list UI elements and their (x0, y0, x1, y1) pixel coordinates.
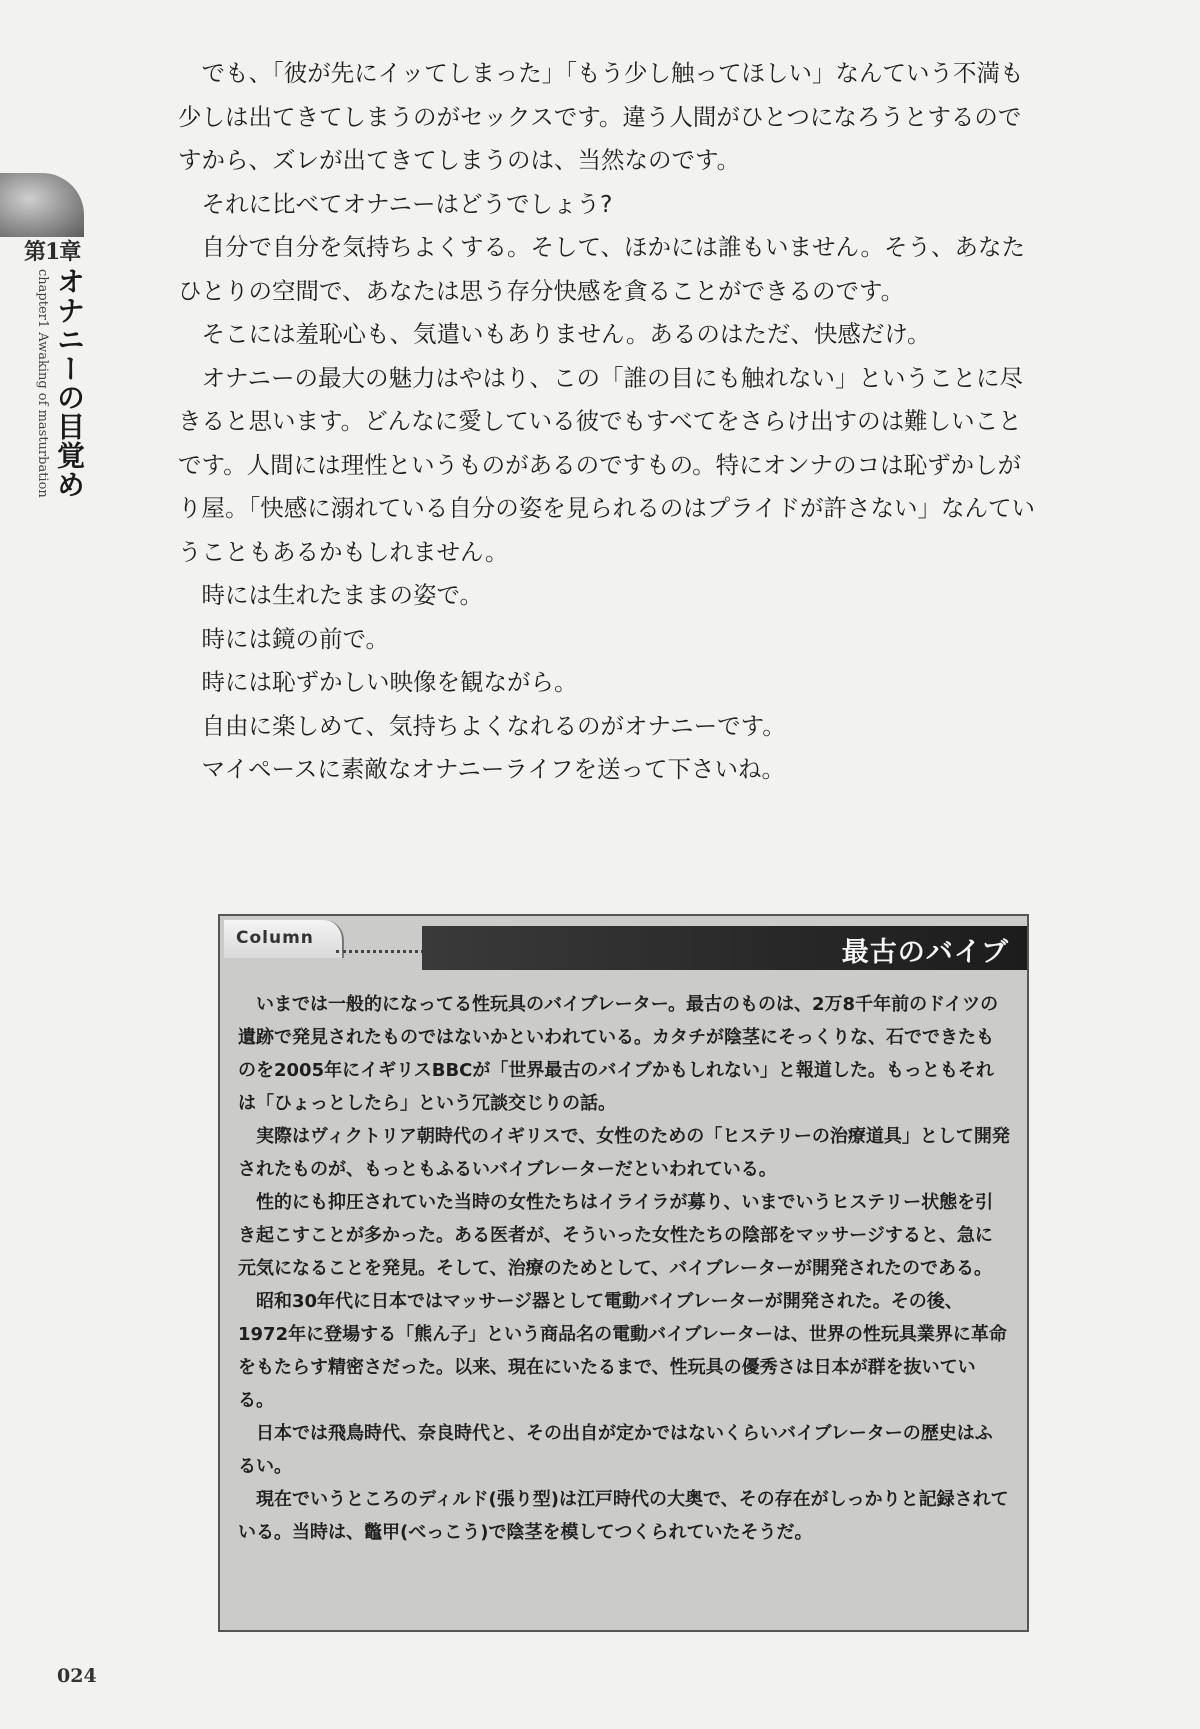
chapter-side-tab (0, 173, 92, 533)
column-label-tab (224, 920, 344, 958)
body-paragraph: 時には生れたままの姿で。 (201, 581, 484, 609)
body-paragraph: 自由に楽しめて、気持ちよくなれるのがオナニーです。 (201, 711, 786, 740)
column-paragraph: いまでは一般的になってる性玩具のバイブレーター。最古のものは、2万8千年前のドイツの遺跡で発見されたものではないかといわれている。カタチが陰茎にそっくりな、石でできたものを2005年にイギリスBBCが「世界最古のバイブかもしれない」と報道した。もっともそれは「ひょっとしたら」という冗談交じりの話。 (238, 994, 999, 1114)
column-box (218, 914, 1029, 1632)
body-paragraph: それに比べてオナニーはどうでしょう? (201, 189, 613, 218)
column-dotted-rule (336, 946, 436, 953)
body-paragraph: でも、「彼が先にイッてしまった」「もう少し触ってほしい」なんていう不満も少しは出てきてしまうのがセックスです。違う人間がひとつになろうとするのですから、ズレが出てきてしまうのは、当然なのです。 (178, 59, 1024, 174)
column-paragraph: 日本では飛鳥時代、奈良時代と、その出自が定かではないくらいバイブレーターの歴史はふるい。 (238, 1423, 993, 1477)
column-paragraph: 昭和30年代に日本ではマッサージ器として電動バイブレーターが開発された。その後、1972年に登場する「熊ん子」という商品名の電動バイブレーターは、世界の性玩具業界に革命をもたらす精密さだった。以来、現在にいたるまで、性玩具の優秀さは日本が群を抜いている。 (238, 1291, 1007, 1411)
column-body-text (238, 988, 1010, 1549)
column-label: Column (236, 928, 314, 948)
chapter-english-title: chapter1 Awaking of masturbation (35, 269, 50, 498)
page-number: 024 (57, 1665, 97, 1687)
column-paragraph: 現在でいうところのディルド(張り型)は江戸時代の大奥で、その存在がしっかりと記録されている。当時は、鼈甲(べっこう)で陰茎を模してつくられていたそうだ。 (238, 1489, 1009, 1543)
column-paragraph: 性的にも抑圧されていた当時の女性たちはイライラが募り、いまでいうヒステリー状態を引き起こすことが多かった。ある医者が、そういった女性たちの陰部をマッサージすると、急に元気になることを発見。そして、治療のためとして、バイブレーターが開発されたのである。 (238, 1192, 994, 1279)
body-paragraph: 時には鏡の前で。 (201, 624, 390, 653)
main-body-text (178, 52, 1040, 792)
body-paragraph: 時には恥ずかしい映像を観ながら。 (201, 668, 578, 696)
body-paragraph: 自分で自分を気持ちよくする。そして、ほかには誰もいません。そう、あなたひとりの空間で、あなたは思う存分快感を貪ることができるのです。 (178, 233, 1025, 305)
chapter-number: 第1章 (24, 239, 81, 265)
body-paragraph: そこには羞恥心も、気遣いもありません。あるのはただ、快感だけ。 (201, 320, 931, 348)
column-paragraph: 実際はヴィクトリア朝時代のイギリスで、女性のための「ヒステリーの治療道具」として開発されたものが、もっともふるいバイブレーターだといわれている。 (238, 1126, 1010, 1180)
body-paragraph: マイペースに素敵なオナニーライフを送って下さいね。 (201, 755, 786, 783)
chapter-tab-background (0, 173, 84, 237)
column-title-bar (422, 926, 1027, 970)
chapter-title: オナニーの目覚め (53, 267, 86, 499)
column-title: 最古のバイブ (841, 937, 1009, 968)
body-paragraph: オナニーの最大の魅力はやはり、この「誰の目にも触れない」ということに尽きると思います。どんなに愛している彼でもすべてをさらけ出すのは難しいことです。人間には理性というものがあるのですもの。特にオンナのコは恥ずかしがり屋。「快感に溺れている自分の姿を見られるのはプライドが許さない」なんていうこともあるかもしれません。 (178, 363, 1036, 566)
